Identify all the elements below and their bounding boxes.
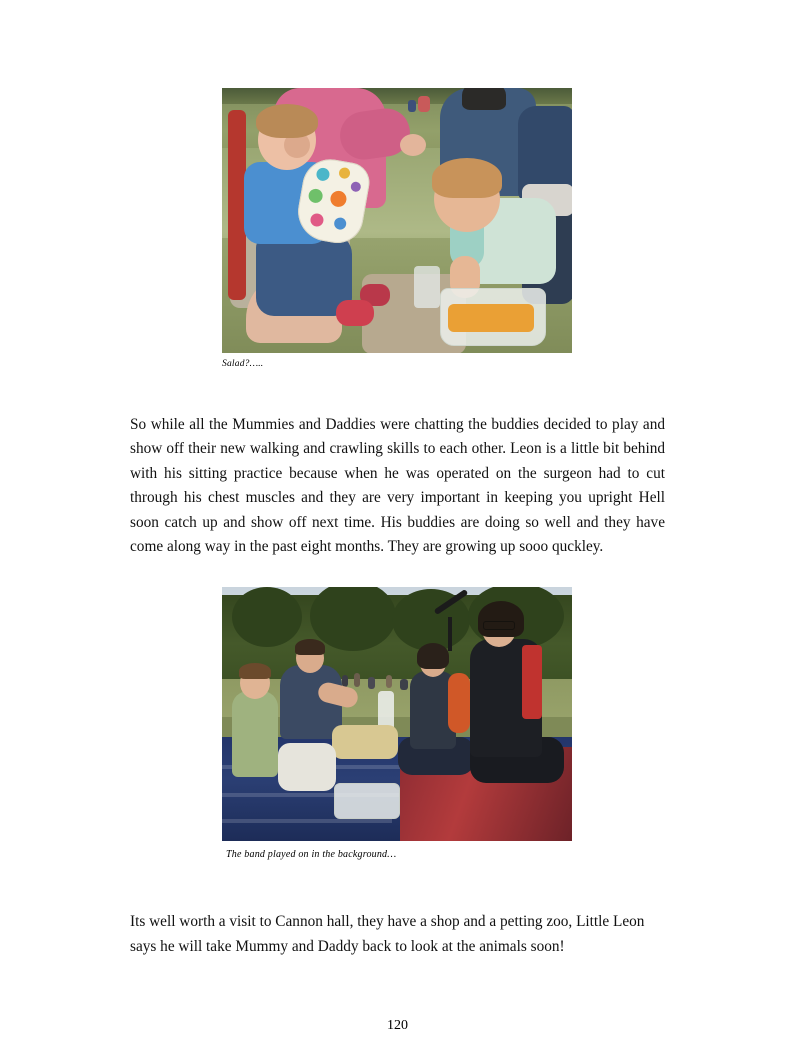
figure-2-caption: The band played on in the background… xyxy=(226,849,397,861)
photo1-adult-hand xyxy=(400,134,426,156)
figure-1 xyxy=(130,88,665,369)
photo1-distant-person-b xyxy=(418,96,430,112)
photo2-food-tub xyxy=(334,783,400,819)
photo2-baby-orange-top xyxy=(448,673,470,733)
photo1-baby-two-hair xyxy=(432,158,502,198)
photo2-woman-two-hair xyxy=(478,601,524,637)
photo1-baby-one-hair xyxy=(256,104,318,138)
bib-dot xyxy=(309,212,324,227)
page-number: 120 xyxy=(387,1018,408,1033)
spacer xyxy=(130,860,665,910)
spacer xyxy=(130,559,665,587)
photo2-child-body xyxy=(232,691,278,777)
photo2-food-spread xyxy=(332,725,398,759)
photo2-microphone-stand xyxy=(448,617,452,651)
photo2-crowd-figure xyxy=(400,679,408,690)
photo1-adult-navy-hair xyxy=(462,88,506,110)
body-paragraph-1: So while all the Mummies and Daddies were chatting the buddies decided to play and show off their new walking and crawling skills to each other. Leon is a little bit behind with his sitting practice because when he was operated on the surgeon had to cut through his chest muscles and they are very important in keeping you upright Hell soon catch up and show off next time. His buddies are doing so well and they have come along way in the past eight months. They are growing up sooo quckley. xyxy=(130,416,665,556)
photo2-red-jacket-print xyxy=(522,645,542,719)
photo-group-picnic xyxy=(222,587,572,841)
photo2-crowd-figure xyxy=(386,675,392,688)
photo1-baby-one-shoe-a xyxy=(336,300,374,326)
bib-dot xyxy=(333,217,347,231)
photo1-crisps xyxy=(448,304,534,332)
photo2-child-hair xyxy=(239,663,271,679)
bib-dot xyxy=(308,188,324,204)
bib-dot xyxy=(350,181,362,193)
photo2-woman-one-hair xyxy=(417,643,449,669)
figure-1-caption: Salad?….. xyxy=(222,359,264,369)
photo1-cup xyxy=(414,266,440,308)
photo-toddlers-picnic xyxy=(222,88,572,353)
bib-dot xyxy=(338,167,351,180)
photo2-crowd-figure xyxy=(354,673,360,687)
bib-dot xyxy=(329,190,348,209)
photo2-rug-stripe xyxy=(222,819,392,823)
photo2-carrier-bag xyxy=(278,743,336,791)
bib-dot xyxy=(315,167,330,182)
photo2-man-hair xyxy=(295,639,325,655)
figure-2 xyxy=(130,587,665,860)
photo2-sunglasses xyxy=(483,621,515,630)
photo1-distant-person-a xyxy=(408,100,416,112)
photo2-crowd-figure xyxy=(368,677,375,689)
body-paragraph-2: Its well worth a visit to Cannon hall, they have a shop and a petting zoo, Little Leon says he will take Mummy and Daddy back to look at the animals soon! xyxy=(130,913,645,955)
page-content xyxy=(130,88,665,959)
